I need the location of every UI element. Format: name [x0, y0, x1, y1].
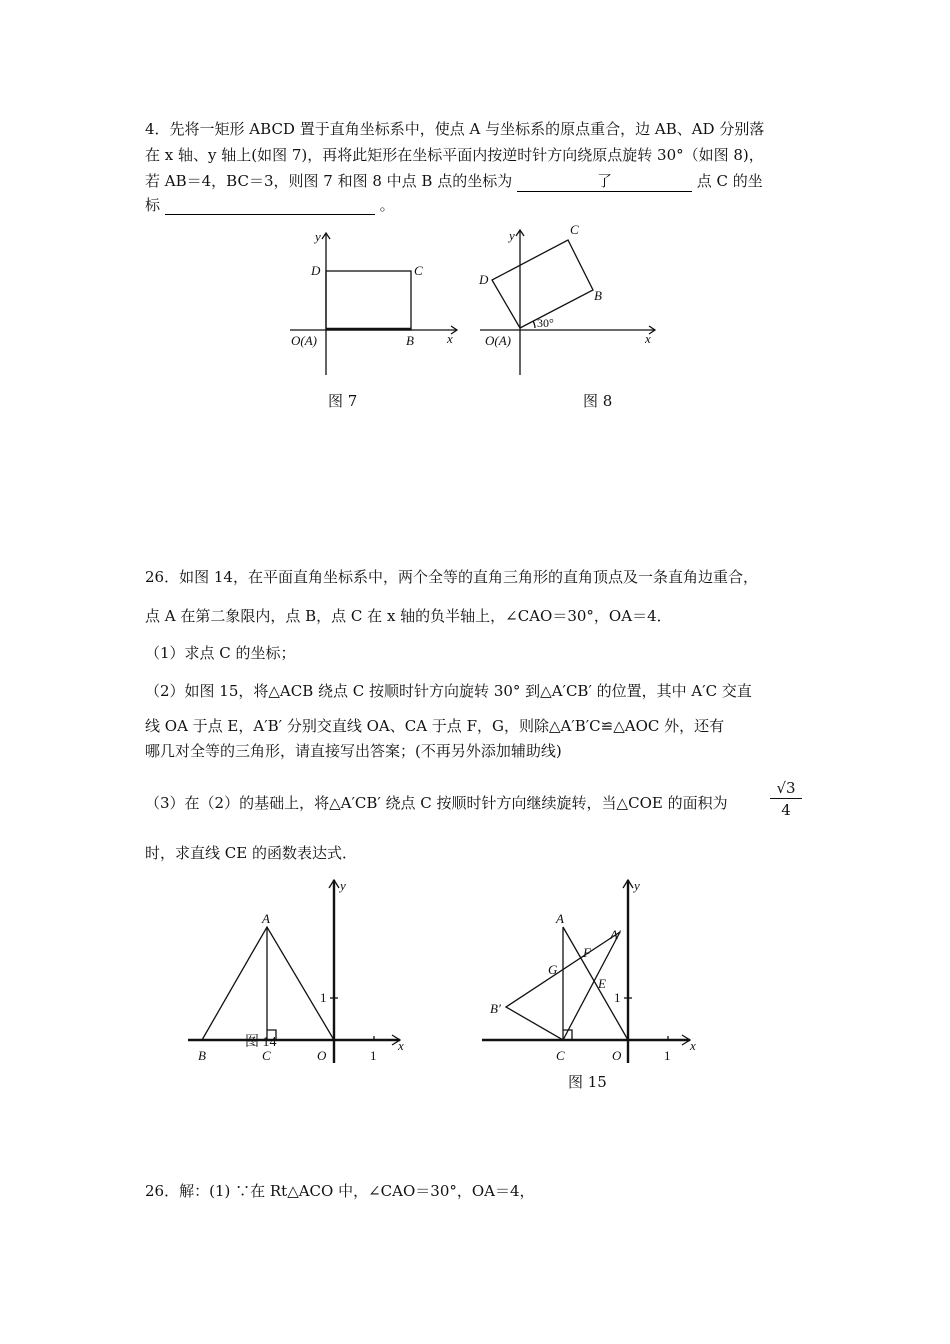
q26-line-1: 26．如图 14，在平面直角坐标系中，两个全等的直角三角形的直角顶点及一条直角边重合，: [145, 568, 758, 586]
q4-line-4-end: 。: [379, 196, 395, 214]
q4-line-1: 4．先将一矩形 ABCD 置于直角坐标系中，使点 A 与坐标系的原点重合，边 AB、AD 分别落: [145, 120, 765, 138]
q4-line-3-tail: 点 C 的坐: [696, 172, 763, 190]
q4-line-4-text: 标: [145, 196, 161, 214]
fig8-origin-label: O(A): [485, 333, 511, 348]
fig14-y-label: y: [340, 878, 346, 893]
figure-7: [285, 225, 465, 385]
figure-8: [475, 220, 665, 380]
q26-part-1: （1）求点 C 的坐标；: [145, 644, 296, 662]
fig8-c-label: C: [570, 222, 579, 237]
fig15-y-label: y: [634, 878, 640, 893]
answer-blank-b[interactable]: 了: [517, 170, 692, 192]
fig15-g-label: G: [548, 962, 558, 977]
fig7-x-label: x: [447, 331, 453, 346]
fig8-b-label: B: [594, 288, 602, 303]
fig8-rotated-rectangle: [492, 240, 593, 328]
fig8-x-label: x: [645, 331, 651, 346]
fig7-caption: 图 7: [328, 392, 358, 410]
q26-part-3a: （3）在（2）的基础上，将△A′CB′ 绕点 C 按顺时针方向继续旋转，当△COE 的面积为: [145, 794, 728, 812]
fig15-caption: 图 15: [568, 1073, 607, 1091]
fig8-angle-label: 30°: [537, 316, 554, 330]
q4-line-3-text: 若 AB＝4，BC＝3，则图 7 和图 8 中点 B 点的坐标为: [145, 172, 513, 190]
fig15-x-label: x: [690, 1038, 696, 1053]
q4-line-2: 在 x 轴、y 轴上(如图 7)，再将此矩形在坐标平面内按逆时针方向绕原点旋转 30°（如图 8)，: [145, 146, 764, 164]
fig14-c-label: C: [262, 1048, 271, 1063]
q26-part-2b: 线 OA 于点 E，A′B′ 分别交直线 OA、CA 于点 F，G，则除△A′B′C≌△AOC 外，还有: [145, 717, 725, 735]
fig15-c-label: C: [556, 1048, 565, 1063]
fig14-caption: 图 14: [245, 1035, 277, 1050]
q26-line-2: 点 A 在第二象限内，点 B，点 C 在 x 轴的负半轴上，∠CAO＝30°，OA＝4．: [145, 607, 672, 625]
fig8-angle-arc: [533, 321, 535, 328]
fig14-b-label: B: [198, 1048, 206, 1063]
solution-line-1: 26．解：(1) ∵在 Rt△ACO 中，∠CAO＝30°，OA＝4，: [145, 1182, 535, 1200]
fig7-d-label: D: [311, 263, 321, 278]
fig15-a-prime-label: A′: [610, 927, 621, 942]
fig15-y-one: 1: [614, 990, 621, 1005]
q4-line-4: [145, 194, 395, 215]
fig15-o-label: O: [612, 1048, 622, 1063]
fig7-origin-label: O(A): [291, 333, 317, 348]
fig7-y-label: y: [315, 229, 321, 244]
fraction-sqrt3-over-4: [770, 778, 802, 821]
fig15-a-label: A: [556, 911, 564, 926]
fig15-segment-ao: [563, 927, 628, 1040]
q26-part-3b: 时，求直线 CE 的函数表达式．: [145, 844, 357, 862]
fig7-b-label: B: [406, 333, 414, 348]
fig14-x-label: x: [398, 1038, 404, 1053]
q26-part-2a: （2）如图 15，将△ACB 绕点 C 按顺时针方向旋转 30° 到△A′CB′ 的位置，其中 A′C 交直: [145, 682, 752, 700]
figure-15: [480, 875, 720, 1065]
fig14-triangle-abo: [202, 927, 334, 1040]
fig8-y-label: y: [509, 228, 515, 243]
fraction-denominator: 4: [781, 801, 791, 819]
answer-blank-c[interactable]: [165, 196, 375, 215]
fig8-caption: 图 8: [583, 392, 613, 410]
fraction-numerator: √3: [770, 778, 802, 799]
fig7-rectangle: [326, 271, 411, 330]
fig7-c-label: C: [414, 263, 423, 278]
fig14-x-one: 1: [370, 1048, 377, 1063]
q4-line-3: [145, 170, 763, 192]
fig15-f-label: F: [583, 945, 591, 960]
figure-14: [180, 875, 420, 1065]
q26-part-2c: 哪几对全等的三角形，请直接写出答案；(不再另外添加辅助线): [145, 742, 562, 760]
fig14-y-one: 1: [320, 990, 327, 1005]
fig15-x-one: 1: [664, 1048, 671, 1063]
fig15-e-label: E: [598, 976, 606, 991]
fig14-o-label: O: [317, 1048, 327, 1063]
fig14-a-label: A: [262, 911, 270, 926]
fig8-d-label: D: [479, 272, 489, 287]
fig15-b-prime-label: B′: [490, 1001, 501, 1016]
